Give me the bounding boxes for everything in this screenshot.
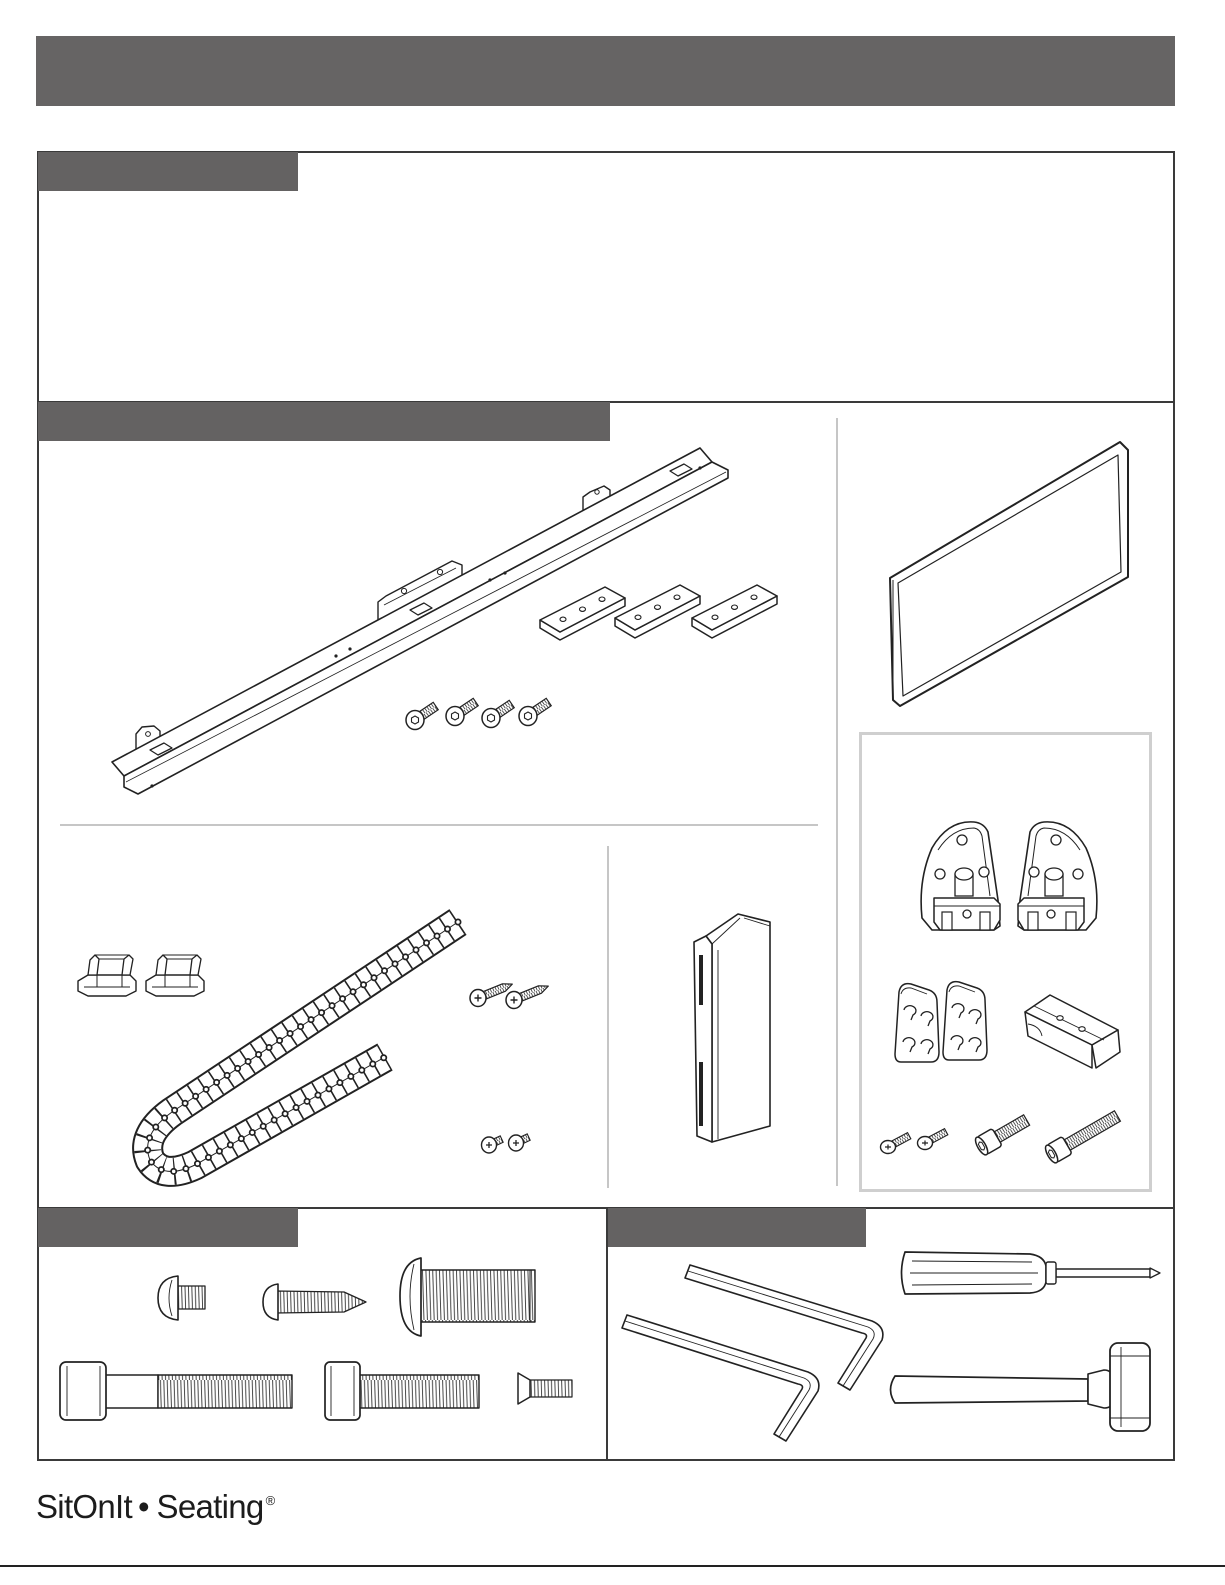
brand-name-right: Seating (156, 1488, 264, 1525)
registered-mark: ® (265, 1493, 276, 1508)
title-banner (36, 36, 1175, 106)
brand-separator: • (137, 1488, 150, 1525)
section-tab-hardware (38, 1208, 298, 1247)
footer-rule (0, 1565, 1225, 1567)
section-tab-overview (38, 152, 298, 191)
parts-column-divider (836, 418, 838, 1186)
parts-cover-divider (607, 846, 609, 1188)
bracket-kit-box (859, 732, 1152, 1192)
brand-name-left: SitOnIt (36, 1488, 132, 1525)
brand-logo (36, 1486, 275, 1528)
section-tab-parts (38, 402, 610, 441)
section-tab-tools (608, 1208, 866, 1247)
parts-row-divider (60, 824, 818, 826)
hardware-tools-divider (606, 1207, 608, 1460)
